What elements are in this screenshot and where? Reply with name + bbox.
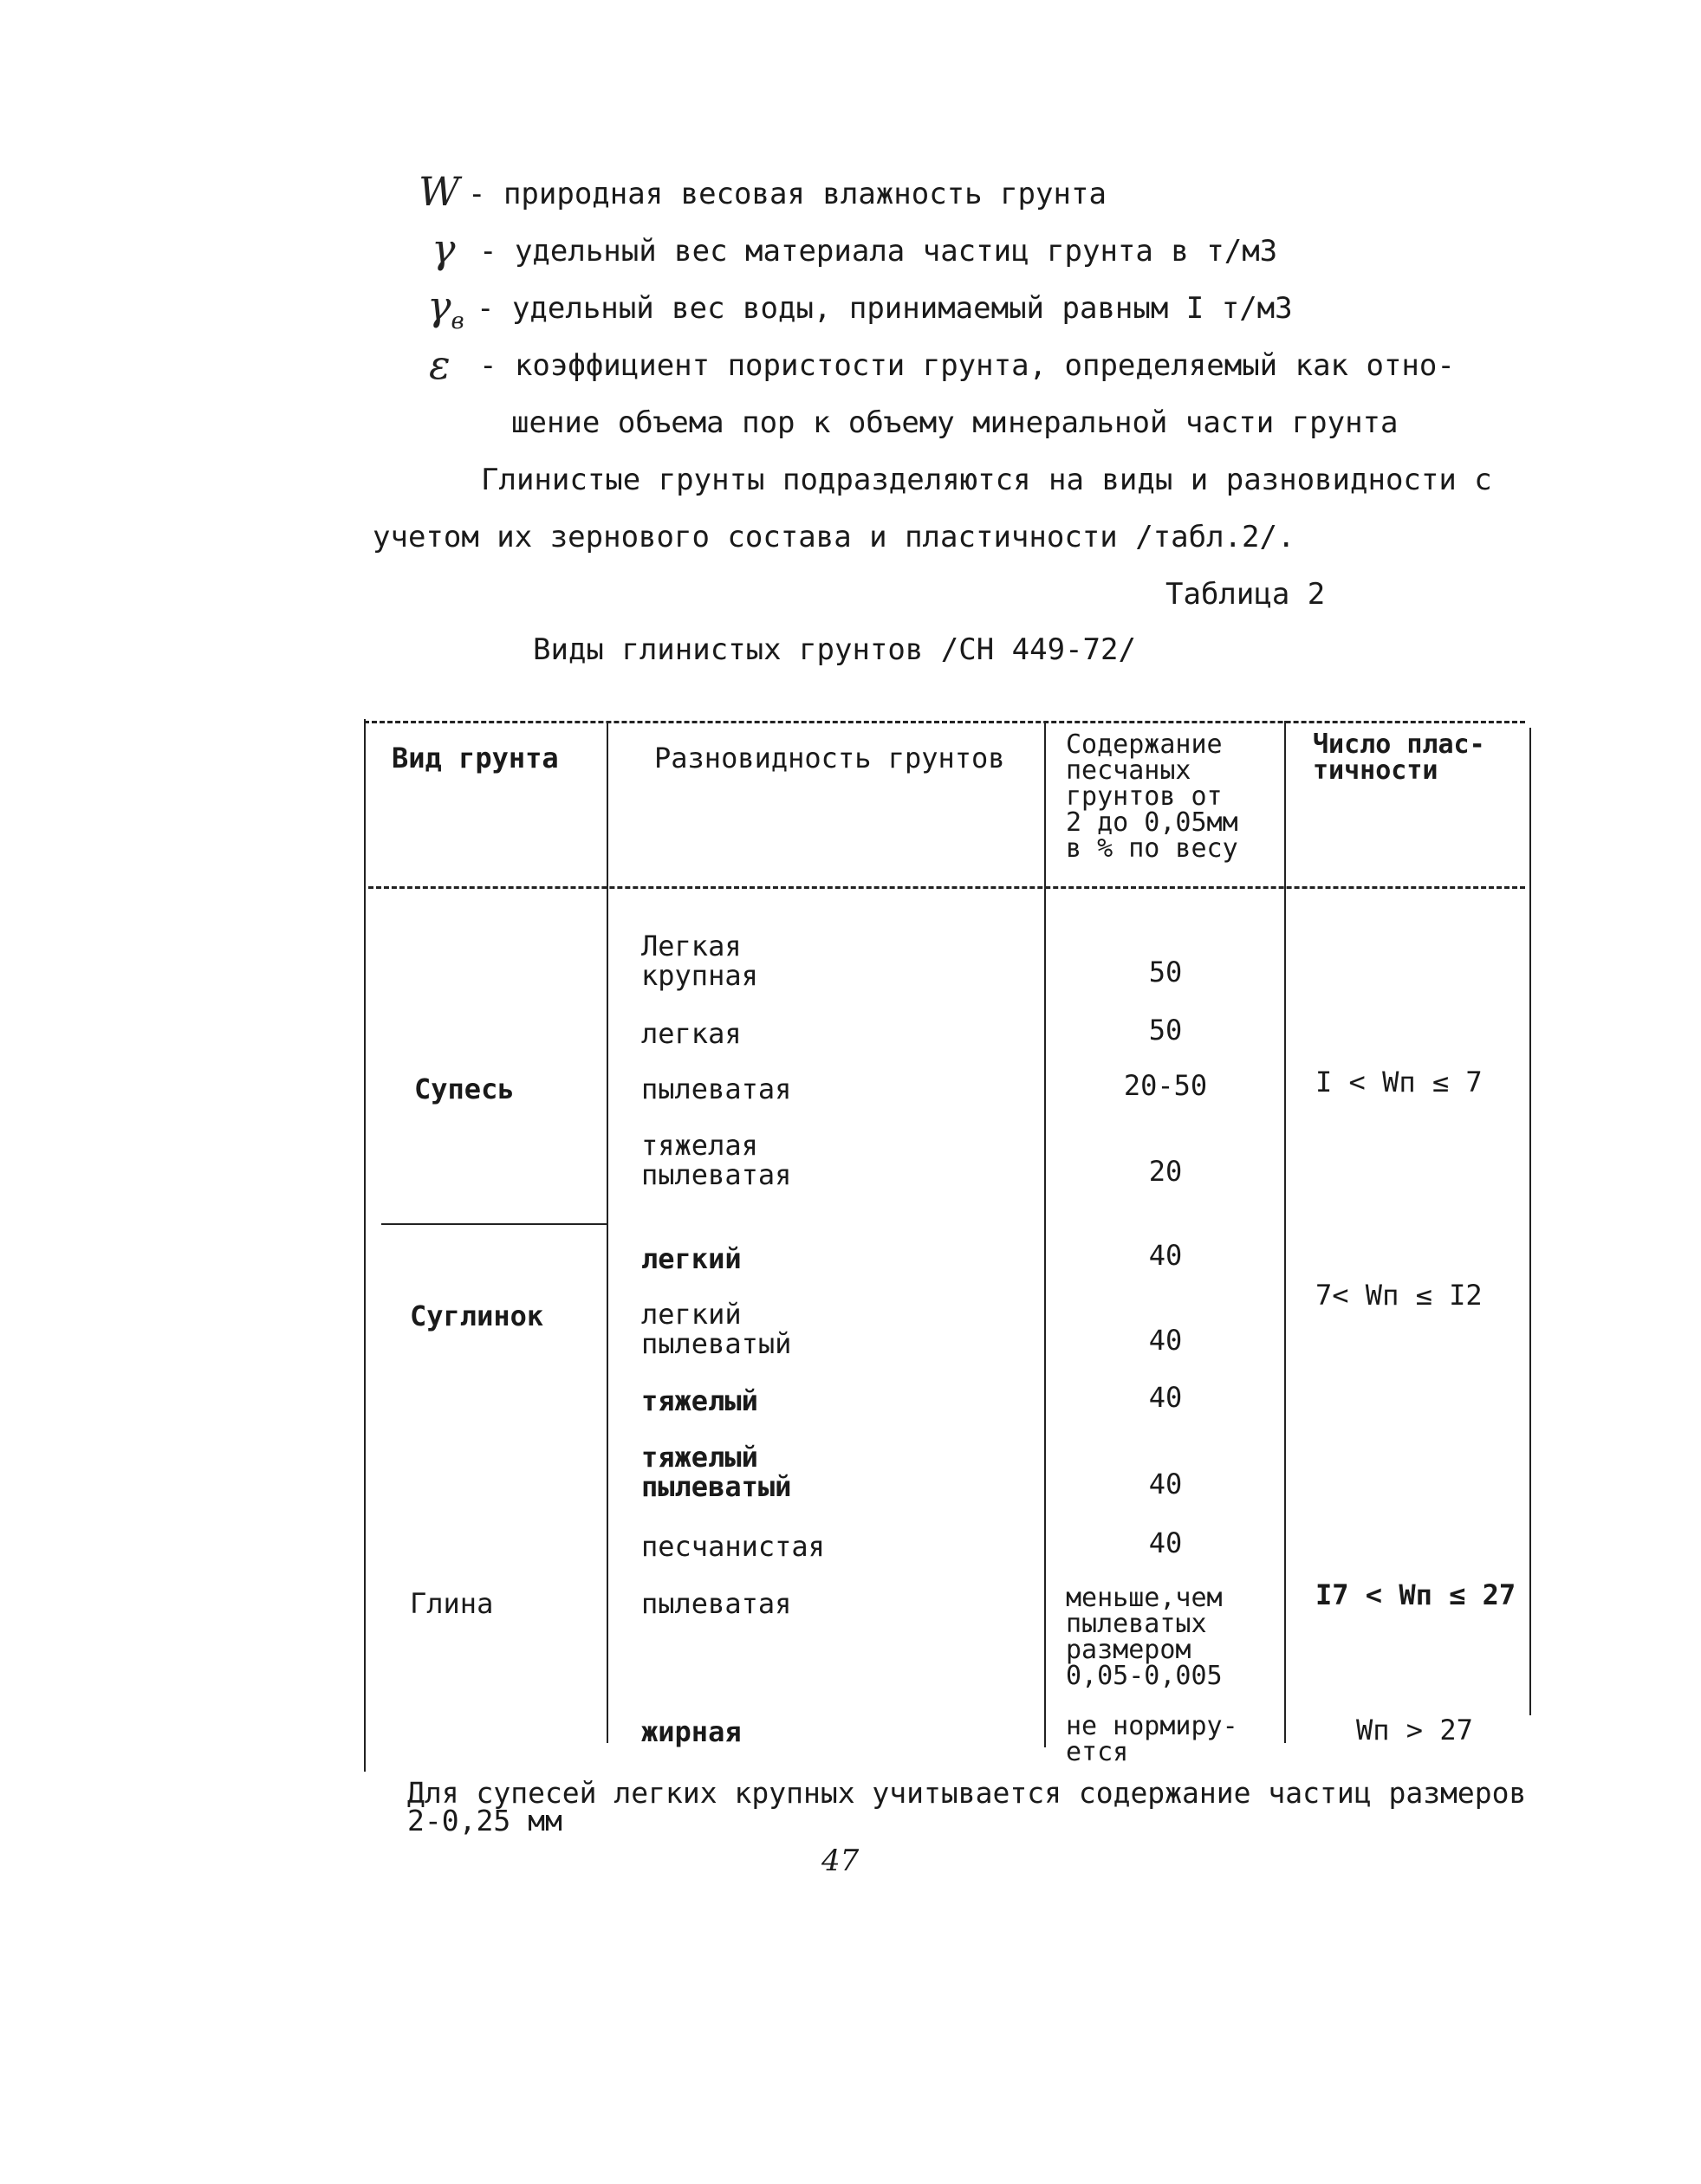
footnote-line: 2-0,25 мм <box>407 1804 562 1837</box>
soil-type: Суглинок <box>410 1299 544 1332</box>
definition-continuation: шение объема пор к объему минеральной части грунта <box>511 405 1399 440</box>
plasticity-value: Wп > 27 <box>1356 1714 1473 1747</box>
variety-cell: пылеватая <box>641 1587 792 1620</box>
soil-type: Глина <box>410 1587 494 1620</box>
content-cell: 50 <box>1148 956 1183 988</box>
table-top-border <box>364 721 1525 723</box>
symbol-gamma-water: $\gamma_в$ <box>427 282 464 335</box>
content-cell: 20 <box>1148 1155 1183 1188</box>
content-cell: не нормиру- ется <box>1066 1711 1238 1767</box>
variety-cell: песчанистая <box>641 1530 825 1563</box>
variety-cell: тяжелый <box>641 1384 758 1417</box>
paragraph-line: учетом их зернового состава и пластичности /табл.2/. <box>373 520 1295 554</box>
plasticity-value: 7< Wп ≤ I2 <box>1315 1279 1483 1312</box>
symbol-epsilon: ε <box>429 341 451 388</box>
table-header: Разновидность грунтов <box>654 742 1005 774</box>
content-cell: 40 <box>1148 1526 1183 1559</box>
table-col-divider <box>1044 721 1046 1747</box>
table-col-divider <box>607 721 608 1743</box>
variety-cell: тяжелый пылеватый <box>641 1441 792 1503</box>
variety-cell: легкий <box>641 1242 742 1275</box>
table-title: Виды глинистых грунтов /СН 449-72/ <box>533 632 1136 667</box>
symbol-w: W <box>419 168 460 215</box>
variety-cell: тяжелая пылеватая <box>641 1129 792 1191</box>
content-cell: 40 <box>1148 1468 1183 1500</box>
table-header: Вид грунта <box>392 742 559 774</box>
definition-line: - природная весовая влажность грунта <box>468 177 1107 211</box>
variety-cell: пылеватая <box>641 1073 792 1105</box>
table-group-divider <box>381 1223 608 1225</box>
content-cell: 40 <box>1148 1324 1183 1357</box>
content-cell: 50 <box>1148 1014 1183 1047</box>
table-col-divider <box>1284 721 1286 1743</box>
content-cell: 40 <box>1148 1381 1183 1414</box>
definition-line: - коэффициент пористости грунта, определяемый как отно- <box>479 348 1455 383</box>
table-header-border <box>368 886 1525 889</box>
table-right-border <box>1529 728 1531 1715</box>
table-header: Число плас- тичности <box>1313 729 1485 786</box>
table-label: Таблица 2 <box>1165 577 1326 612</box>
definition-line: - удельный вес материала частиц грунта в т/м3 <box>479 234 1278 269</box>
symbol-gamma: γ <box>432 225 456 272</box>
content-cell: 40 <box>1148 1239 1183 1272</box>
variety-cell: Легкая крупная <box>641 930 758 992</box>
definition-line: - удельный вес воды, принимаемый равным I т/м3 <box>477 291 1293 326</box>
soil-type: Супесь <box>414 1073 515 1105</box>
table-header: Содержание песчаных грунтов от 2 до 0,05мм в % по весу <box>1066 729 1238 864</box>
content-cell: 20-50 <box>1123 1069 1208 1102</box>
footnote-line: Для супесей легких крупных учитывается содержание частиц размеров <box>407 1776 1527 1810</box>
page-number: 47 <box>821 1844 860 1878</box>
plasticity-value: I7 < Wп ≤ 27 <box>1315 1578 1516 1611</box>
table-left-border <box>364 719 366 1772</box>
variety-cell: легкая <box>641 1017 742 1050</box>
variety-cell: легкий пылеватый <box>641 1298 792 1360</box>
content-cell: меньше,чем пылеватых размером 0,05-0,005 <box>1066 1583 1223 1691</box>
plasticity-value: I < Wп ≤ 7 <box>1315 1066 1483 1098</box>
variety-cell: жирная <box>641 1715 742 1748</box>
paragraph-line: Глинистые грунты подразделяются на виды и разновидности с <box>481 463 1492 497</box>
